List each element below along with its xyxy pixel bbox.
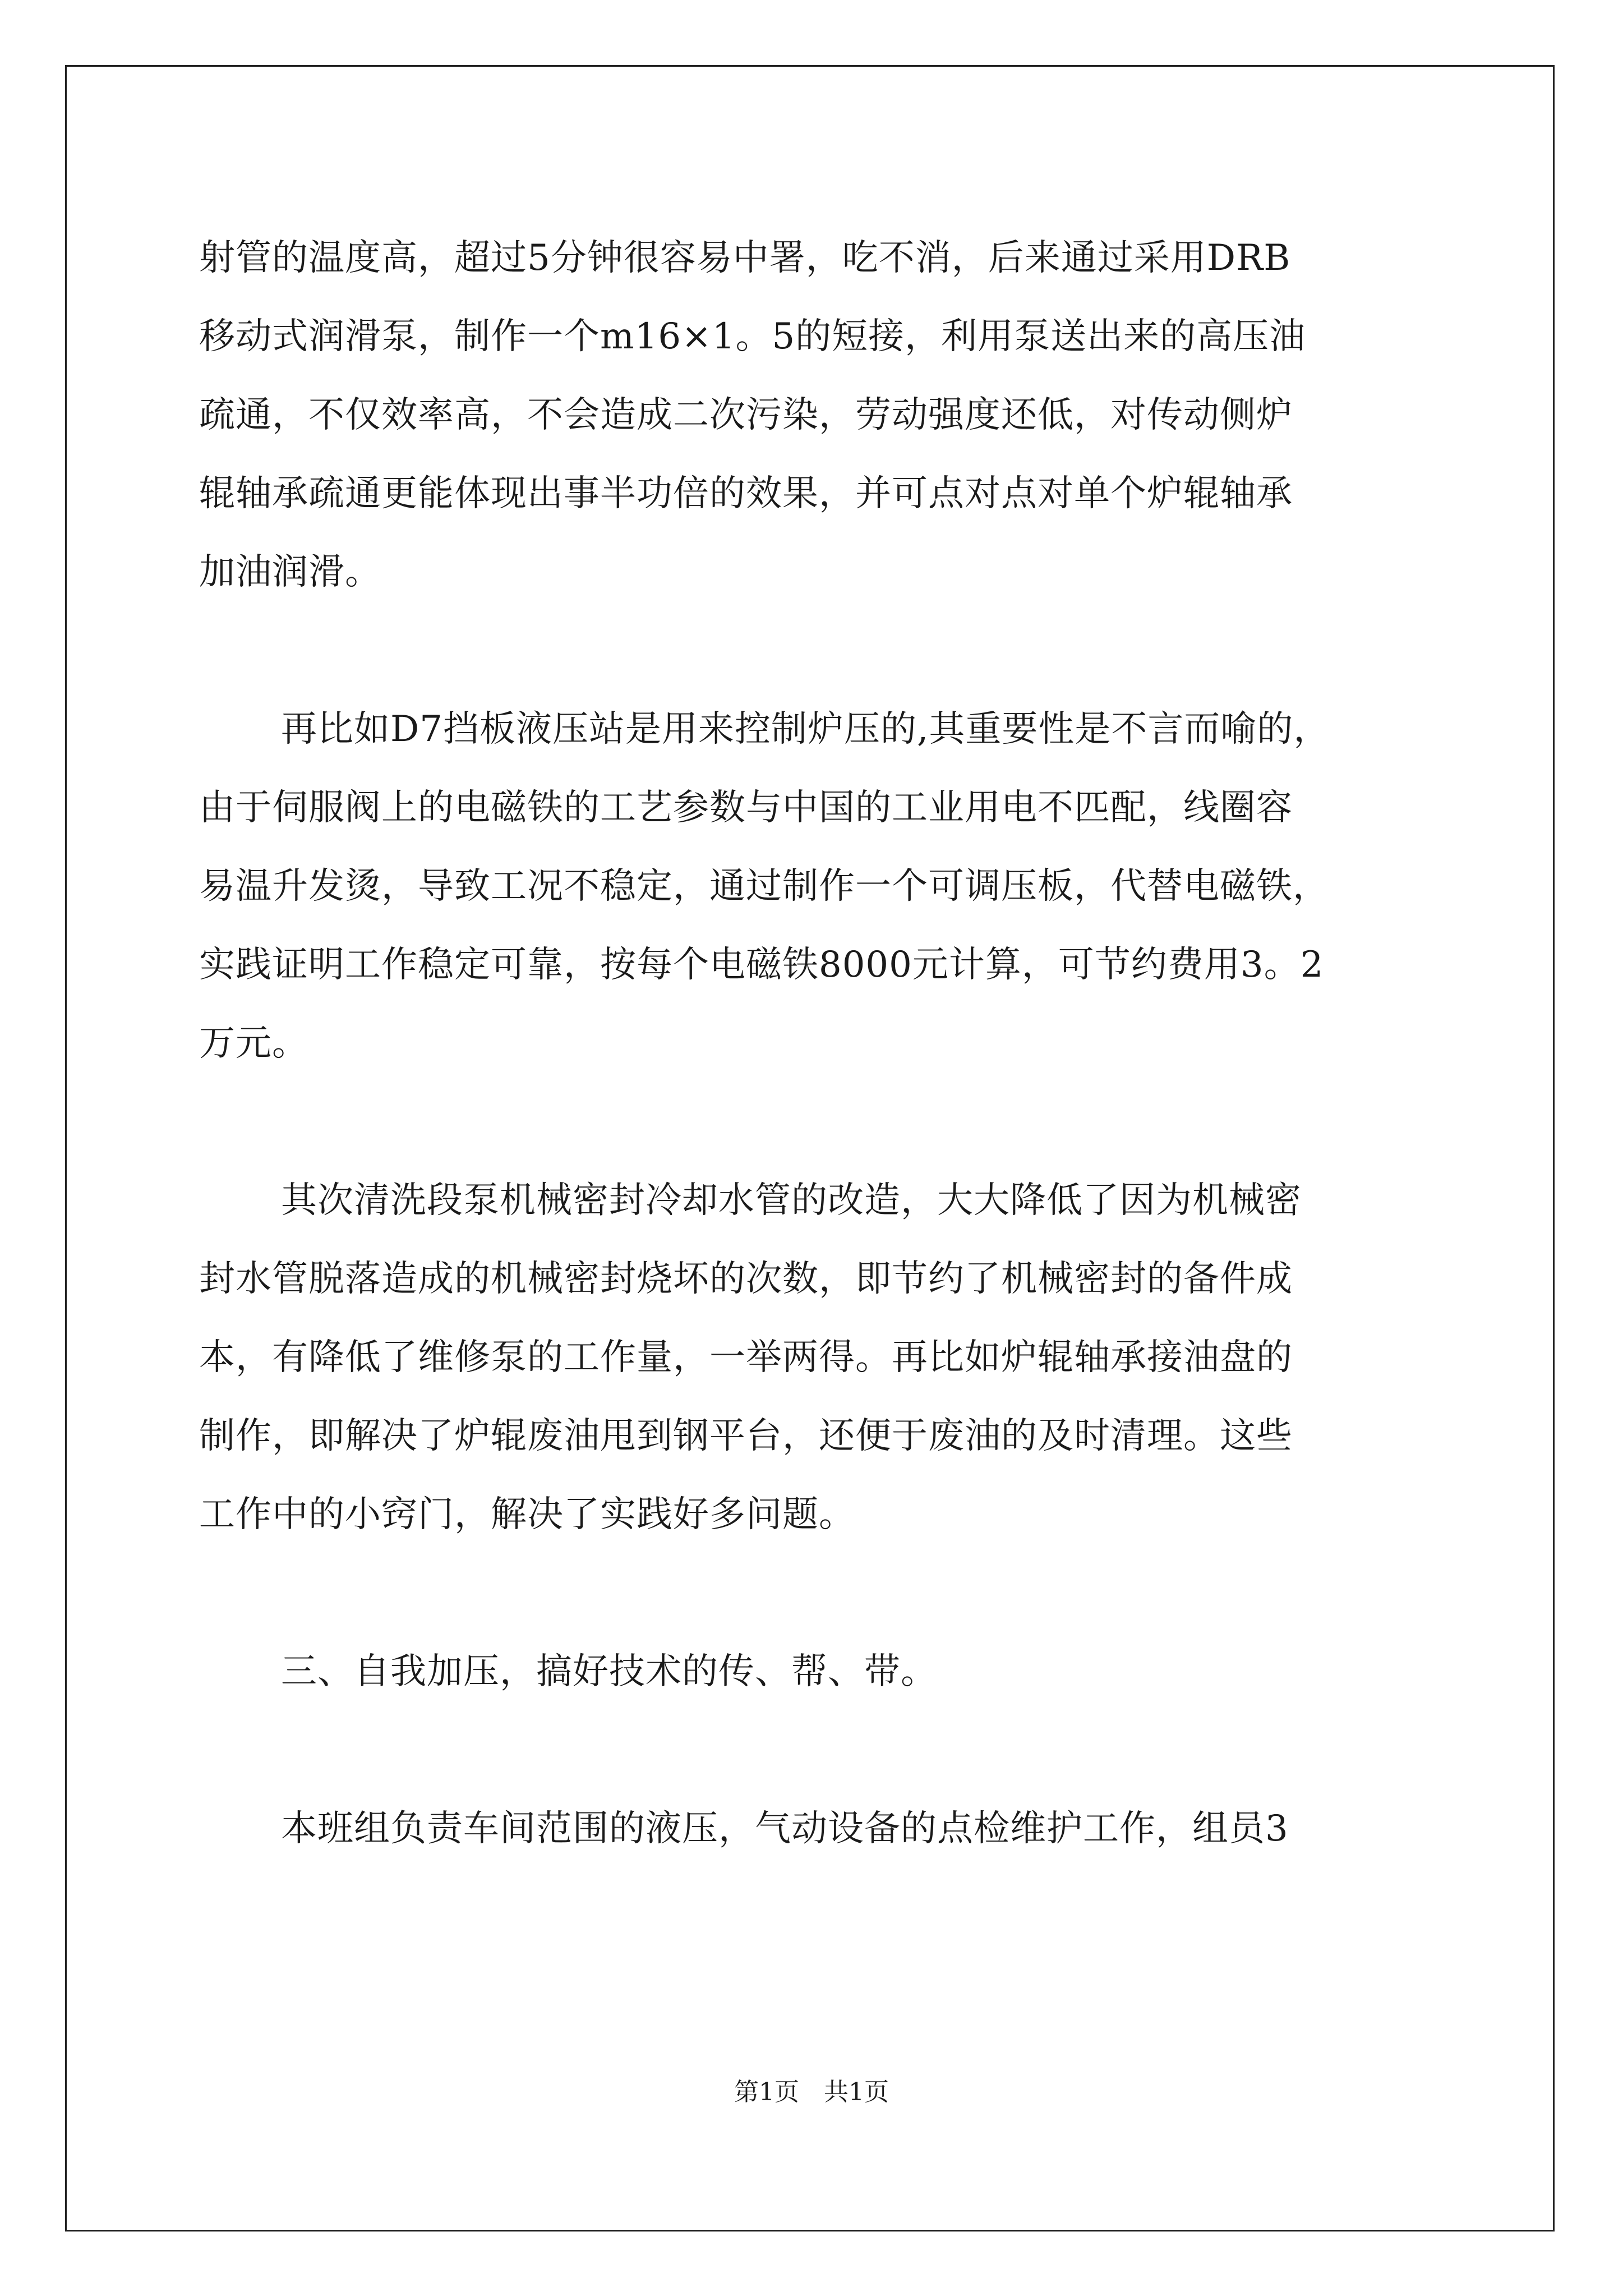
paragraph-2 [199,690,1450,1083]
heading-line: 三、自我加压，搞好技术的传、帮、带。 [281,1651,937,1692]
text-line: 制作，即解决了炉辊废油甩到钢平台，还便于废油的及时清理。这些 [199,1415,1293,1457]
text-line: 再比如D7挡板液压站是用来控制炉压的,其重要性是不言而喻的， [281,708,1330,750]
text-line: 万元。 [199,1023,308,1064]
text-line: 射管的温度高，超过5分钟很容易中署，吃不消，后来通过采用DRB [199,237,1291,279]
text-line: 实践证明工作稳定可靠，按每个电磁铁8000元计算，可节约费用3。2 [199,944,1324,986]
text-line: 工作中的小窍门，解决了实践好多问题。 [199,1494,855,1535]
text-line: 本，有降低了维修泵的工作量，一举两得。再比如炉辊轴承接油盘的 [199,1337,1293,1378]
document-body [199,219,1450,1868]
text-line: 其次清洗段泵机械密封冷却水管的改造，大大降低了因为机械密 [281,1180,1302,1221]
page-number-footer: 第1页 共1页 [734,2078,889,2106]
text-line: 本班组负责车间范围的液压，气动设备的点检维护工作，组员3 [281,1808,1289,1849]
text-line: 辊轴承疏通更能体现出事半功倍的效果，并可点对点对单个炉辊轴承 [199,473,1293,514]
paragraph-spacer [199,1083,1450,1161]
text-line: 移动式润滑泵，制作一个m16×1。5的短接，利用泵送出来的高压油 [199,316,1306,357]
section-heading [199,1632,1450,1711]
paragraph-5 [199,1789,1450,1868]
text-line: 疏通，不仅效率高，不会造成二次污染，劳动强度还低，对传动侧炉 [199,394,1293,436]
paragraph-spacer [199,1711,1450,1789]
text-line: 由于伺服阀上的电磁铁的工艺参数与中国的工业用电不匹配，线圈容 [199,787,1293,829]
paragraph-spacer [199,611,1450,690]
text-line: 易温升发烫，导致工况不稳定，通过制作一个可调压板，代替电磁铁， [199,866,1329,907]
paragraph-spacer [199,1554,1450,1632]
paragraph-3 [199,1161,1450,1554]
text-line: 加油润滑。 [199,551,381,593]
paragraph-1 [199,219,1450,611]
text-line: 封水管脱落造成的机械密封烧坏的次数，即节约了机械密封的备件成 [199,1258,1293,1300]
